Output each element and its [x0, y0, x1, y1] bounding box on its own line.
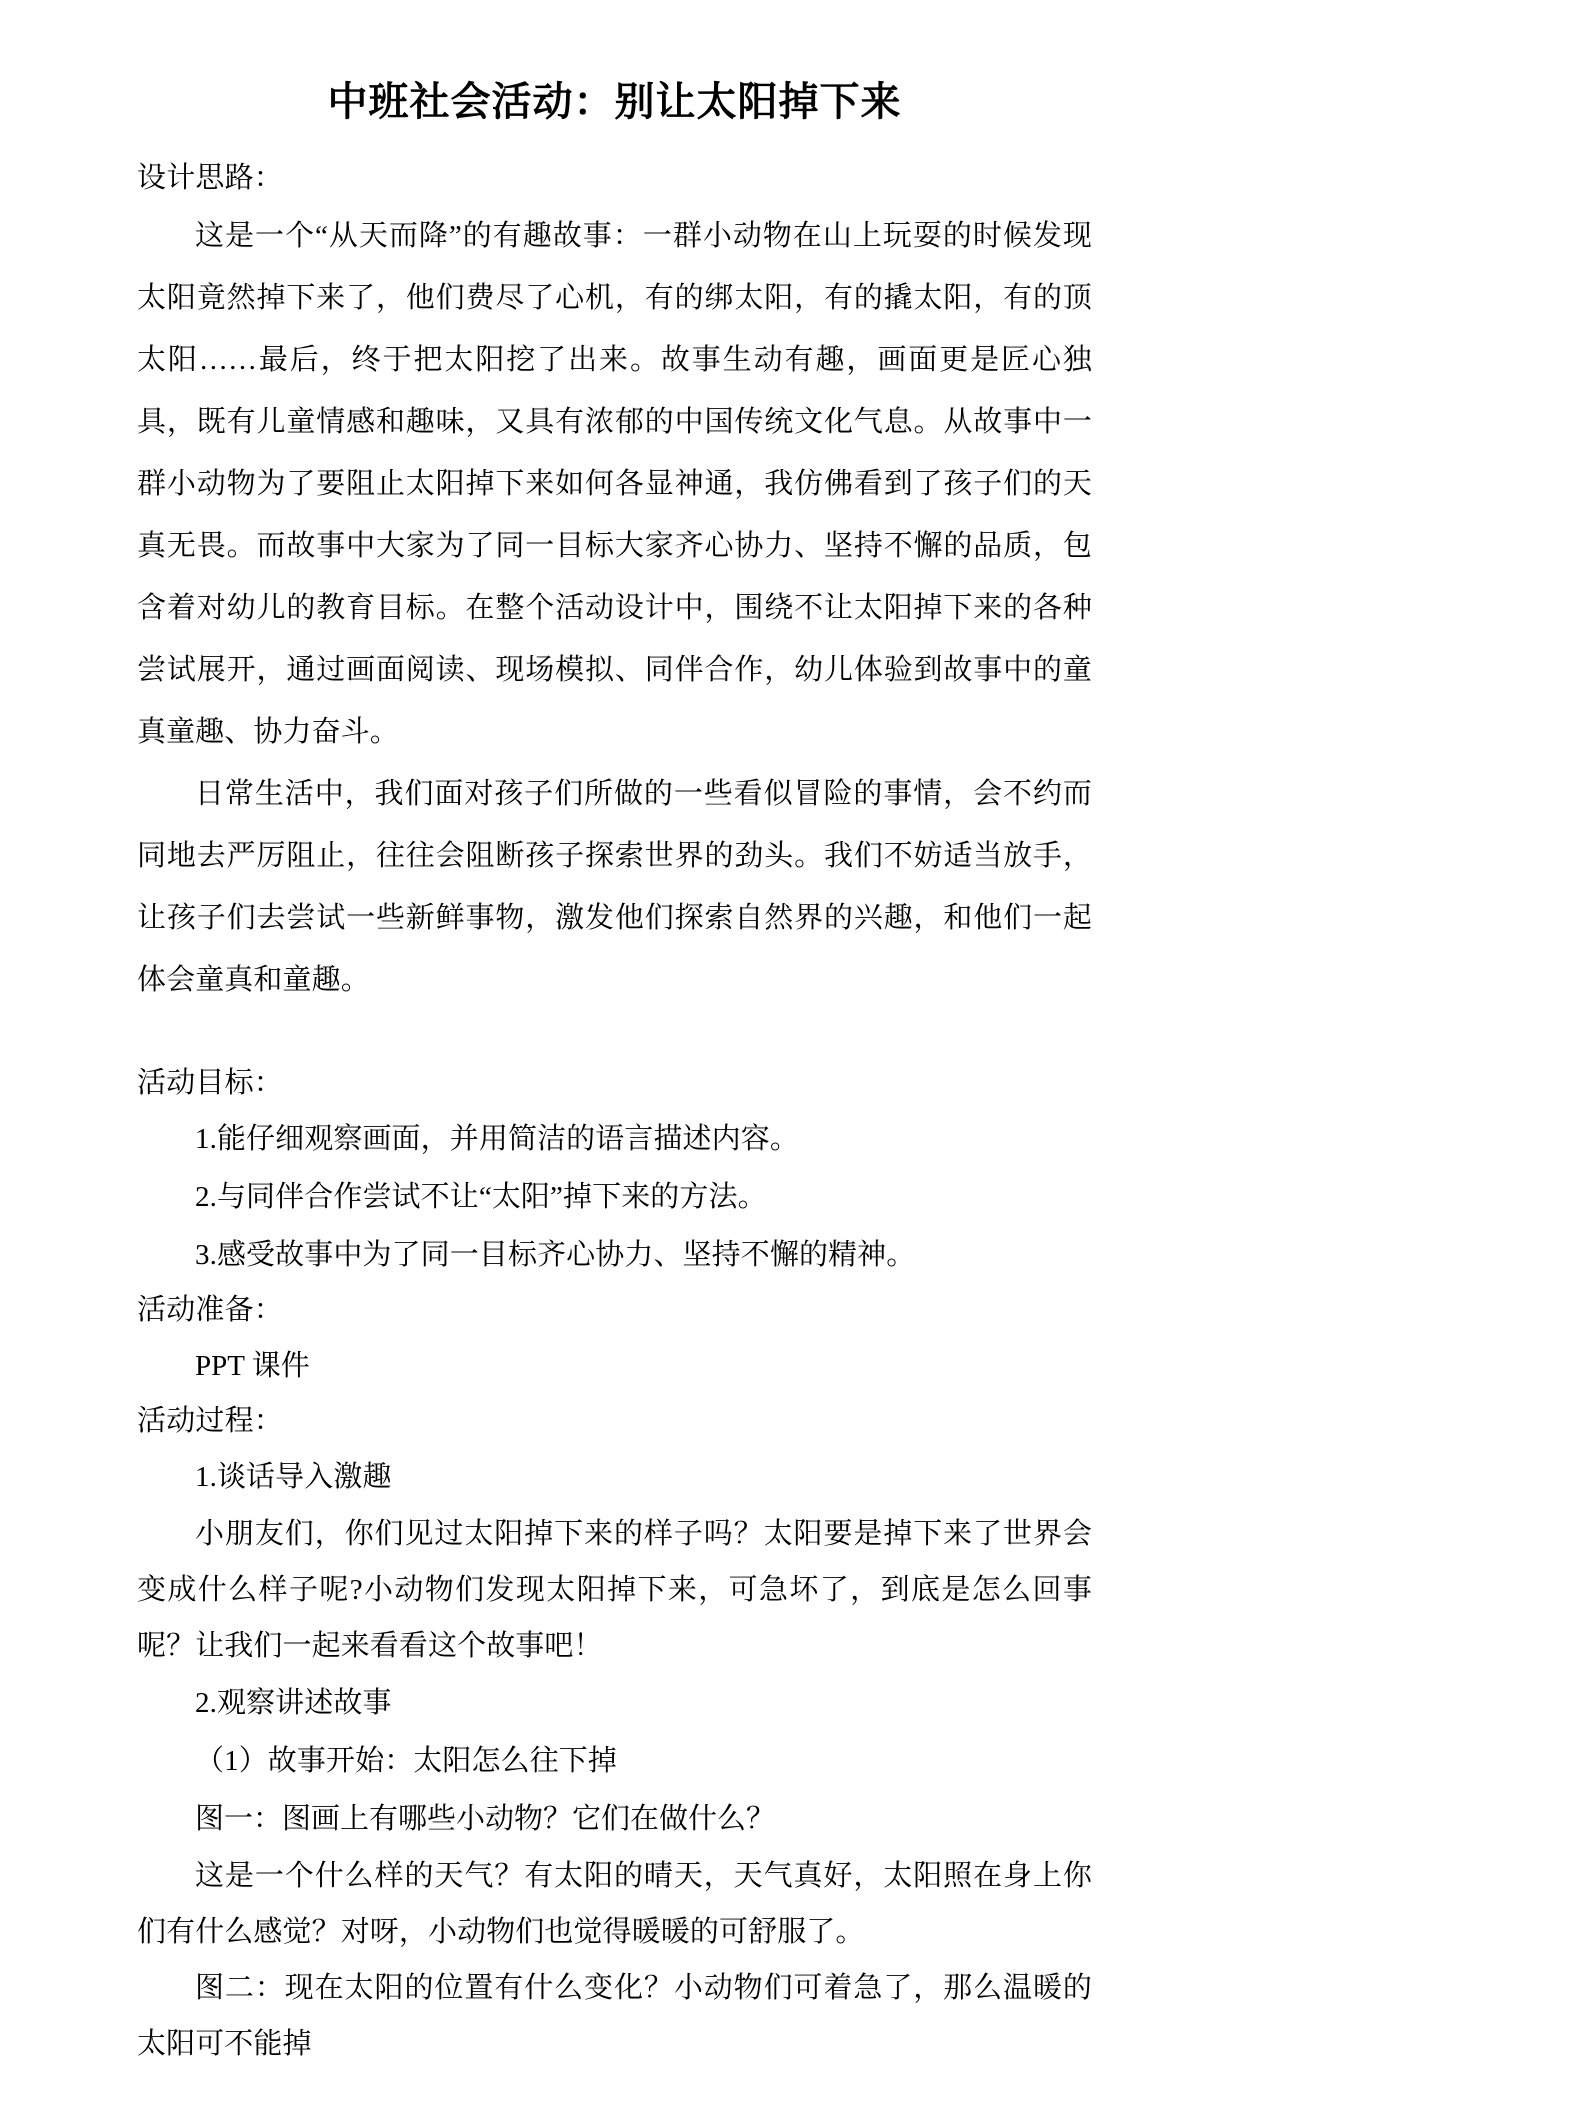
preparation-item: PPT 课件 — [195, 1350, 310, 1382]
section-heading-design: 设计思路： — [137, 162, 284, 194]
section-heading-preparation: 活动准备： — [137, 1294, 284, 1326]
section-heading-process: 活动过程： — [137, 1405, 284, 1437]
process-step-1-heading: 1.谈话导入激趣 — [195, 1461, 392, 1493]
process-step-2-question-2: 这是一个什么样的天气？有太阳的晴天，天气真好，太阳照在身上你们有什么感觉？对呀，小动物们也觉得暖暖的可舒服了。 — [137, 1860, 1092, 1948]
section-heading-goals: 活动目标： — [137, 1067, 284, 1099]
process-step-2-heading: 2.观察讲述故事 — [195, 1687, 392, 1719]
design-paragraph-1: 这是一个“从天而降”的有趣故事：一群小动物在山上玩耍的时候发现太阳竟然掉下来了，他们费尽了心机，有的绑太阳，有的撬太阳，有的顶太阳……最后，终于把太阳挖了出来。故事生动有趣，画面更是匠心独具，既有儿童情感和趣味，又具有浓郁的中国传统文化气息。从故事中一群小动物为了要阻止太阳掉下来如何各显神通，我仿佛看到了孩子们的天真无畏。而故事中大家为了同一目标大家齐心协力、坚持不懈的品质，包含着对幼儿的教育目标。在整个活动设计中，围绕不让太阳掉下来的各种尝试展开，通过画面阅读、现场模拟、同伴合作，幼儿体验到故事中的童真童趣、协力奋斗。 — [137, 220, 1092, 748]
goal-item-3: 3.感受故事中为了同一目标齐心协力、坚持不懈的精神。 — [195, 1239, 916, 1271]
goal-item-1: 1.能仔细观察画面，并用简洁的语言描述内容。 — [195, 1123, 799, 1155]
goal-item-2: 2.与同伴合作尝试不让“太阳”掉下来的方法。 — [195, 1181, 767, 1213]
process-step-1-body: 小朋友们，你们见过太阳掉下来的样子吗？太阳要是掉下来了世界会变成什么样子呢?小动物们发现太阳掉下来，可急坏了，到底是怎么回事呢？让我们一起来看看这个故事吧！ — [137, 1518, 1092, 1662]
design-paragraph-2: 日常生活中，我们面对孩子们所做的一些看似冒险的事情，会不约而同地去严厉阻止，往往会阻断孩子探索世界的劲头。我们不妨适当放手，让孩子们去尝试一些新鲜事物，激发他们探索自然界的兴趣，和他们一起体会童真和童趣。 — [137, 778, 1092, 996]
document-body — [137, 0, 1092, 2072]
process-step-2-subheading: （1）故事开始：太阳怎么往下掉 — [195, 1745, 618, 1777]
section-spacer — [137, 1011, 1092, 1057]
process-step-2-question-3: 图二：现在太阳的位置有什么变化？小动物们可着急了，那么温暖的太阳可不能掉 — [137, 1972, 1092, 2060]
process-step-2-question-1: 图一：图画上有哪些小动物？它们在做什么？ — [195, 1803, 776, 1835]
page-title: 中班社会活动：别让太阳掉下来 — [327, 80, 902, 124]
